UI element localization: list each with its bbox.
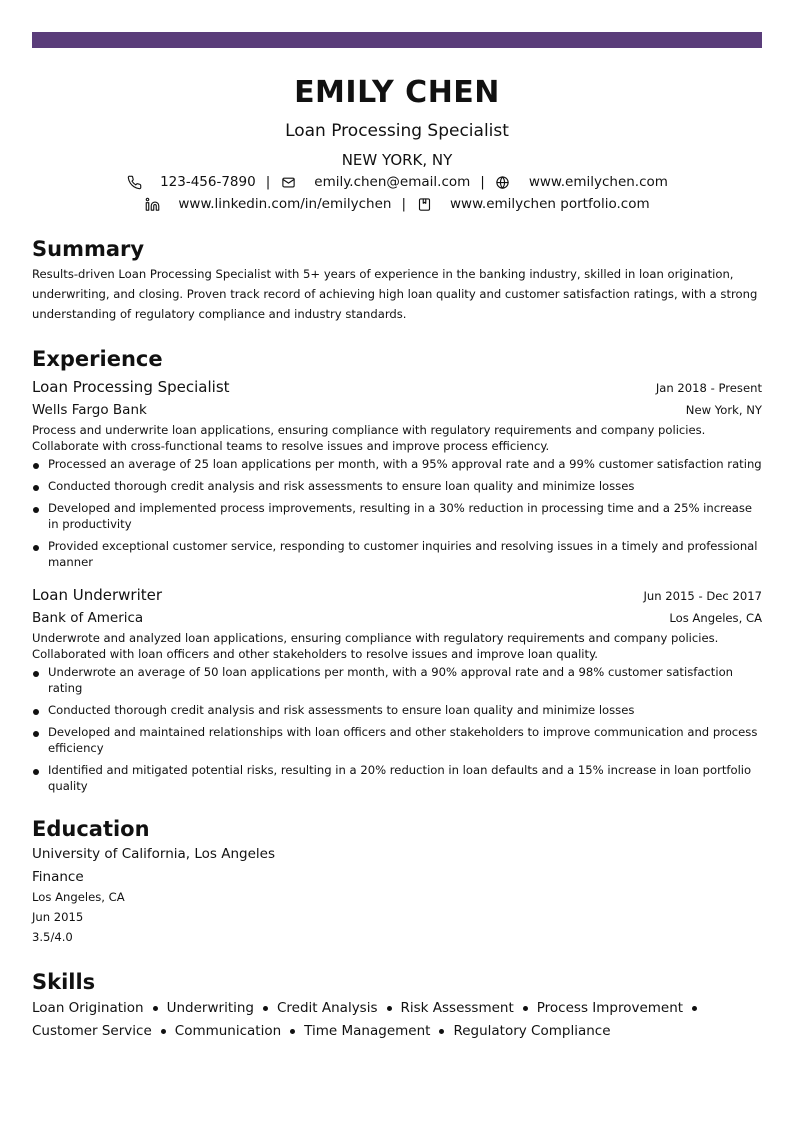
job-location: New York, NY (685, 403, 762, 417)
education-heading: Education (32, 817, 150, 841)
experience-section (32, 346, 762, 794)
linkedin-link[interactable]: www.linkedin.com/in/emilychen (178, 196, 392, 212)
separator: | (265, 174, 271, 190)
skills-list (32, 997, 762, 1043)
email-icon (280, 174, 296, 190)
skills-row (32, 997, 762, 1020)
candidate-name: EMILY CHEN (294, 75, 500, 110)
skills-row (32, 1020, 762, 1043)
skills-section (32, 969, 762, 1043)
education-major: Finance (32, 869, 84, 885)
contact-row-2 (32, 194, 762, 214)
skill-item: Customer Service (32, 1023, 152, 1039)
contact-row-1 (32, 172, 762, 192)
skill-item: Underwriting (166, 1000, 254, 1016)
education-school: University of California, Los Angeles (32, 846, 276, 862)
bullet-item: Provided exceptional customer service, responding to customer inquiries and resolving issues in a timely and professional manner (32, 538, 762, 570)
bullet-item: Processed an average of 25 loan applications per month, with a 95% approval rate and a 99% customer satisfaction rating (32, 456, 762, 472)
summary-section (32, 236, 762, 324)
job-company: Bank of America (32, 610, 144, 626)
bullet-item: Conducted thorough credit analysis and risk assessments to ensure loan quality and minimize losses (32, 702, 762, 718)
experience-heading: Experience (32, 347, 163, 371)
bullet-item: Underwrote an average of 50 loan applications per month, with a 90% approval rate and a 98% customer satisfaction rating (32, 664, 762, 696)
bullet-item: Identified and mitigated potential risks, resulting in a 20% reduction in loan defaults and a 15% increase in loan portfolio quality (32, 762, 762, 794)
website-link[interactable]: www.emilychen.com (528, 174, 668, 190)
skill-item: Communication (174, 1023, 282, 1039)
job-bullets (32, 664, 762, 794)
skill-separator-dot (161, 1029, 166, 1034)
skill-separator-dot (290, 1029, 295, 1034)
skill-separator-dot (439, 1029, 444, 1034)
skill-separator-dot (153, 1006, 158, 1011)
phone-icon (126, 174, 142, 190)
separator: | (480, 174, 485, 190)
email-link[interactable]: emily.chen@email.com (314, 174, 471, 190)
skills-heading: Skills (32, 970, 96, 994)
job-title: Loan Underwriter (32, 586, 163, 604)
education-location: Los Angeles, CA (32, 890, 125, 904)
candidate-title: Loan Processing Specialist (285, 121, 509, 141)
skill-item: Loan Origination (32, 1000, 144, 1016)
skill-item: Time Management (304, 1023, 431, 1039)
resume-header (32, 76, 762, 214)
skill-separator-dot (263, 1006, 268, 1011)
resume-page (32, 32, 762, 1043)
job-bullets (32, 456, 762, 570)
job-description: Process and underwrite loan applications, ensuring compliance with regulatory requirements and company policies. Collaborate with cross-functional teams to resolve issues and improve process efficiency. (32, 423, 706, 453)
candidate-location: NEW YORK, NY (341, 151, 453, 169)
job-company: Wells Fargo Bank (32, 402, 147, 418)
skill-item: Risk Assessment (400, 1000, 514, 1016)
skill-separator-dot (387, 1006, 392, 1011)
job-dates: Jun 2015 - Dec 2017 (643, 589, 762, 603)
globe-icon (495, 174, 511, 190)
education-gpa: 3.5/4.0 (32, 930, 73, 944)
job-description: Underwrote and analyzed loan applications, ensuring compliance with regulatory requirements and company policies. Collaborated with loan officers and other stakeholders to resolve issues and improve loan quality. (32, 631, 719, 661)
job-entry (32, 376, 762, 570)
portfolio-icon (416, 196, 432, 212)
phone-number[interactable]: 123-456-7890 (160, 174, 256, 190)
summary-heading: Summary (32, 237, 145, 261)
summary-text: Results-driven Loan Processing Specialist with 5+ years of experience in the banking industry, skilled in loan origination, underwriting, and closing. Proven track record of achieving high loan quality and customer satisfaction ratings, with a strong understanding of regulatory compliance and industry standards. (32, 267, 758, 321)
separator: | (401, 196, 407, 212)
skill-item: Credit Analysis (276, 1000, 378, 1016)
skill-separator-dot (692, 1006, 697, 1011)
education-date: Jun 2015 (32, 910, 84, 924)
job-entry (32, 584, 762, 794)
education-section (32, 816, 762, 947)
bullet-item: Developed and implemented process improvements, resulting in a 30% reduction in processing time and a 25% increase in productivity (32, 500, 762, 532)
skill-item: Process Improvement (536, 1000, 684, 1016)
job-title: Loan Processing Specialist (32, 378, 230, 396)
skill-separator-dot (523, 1006, 528, 1011)
portfolio-link[interactable]: www.emilychen portfolio.com (450, 196, 650, 212)
bullet-item: Conducted thorough credit analysis and risk assessments to ensure loan quality and minimize losses (32, 478, 762, 494)
job-location: Los Angeles, CA (669, 611, 762, 625)
skill-item: Regulatory Compliance (453, 1023, 611, 1039)
bullet-item: Developed and maintained relationships with loan officers and other stakeholders to improve communication and process efficiency (32, 724, 762, 756)
accent-bar (32, 32, 762, 48)
linkedin-icon (144, 196, 160, 212)
job-dates: Jan 2018 - Present (655, 381, 762, 395)
